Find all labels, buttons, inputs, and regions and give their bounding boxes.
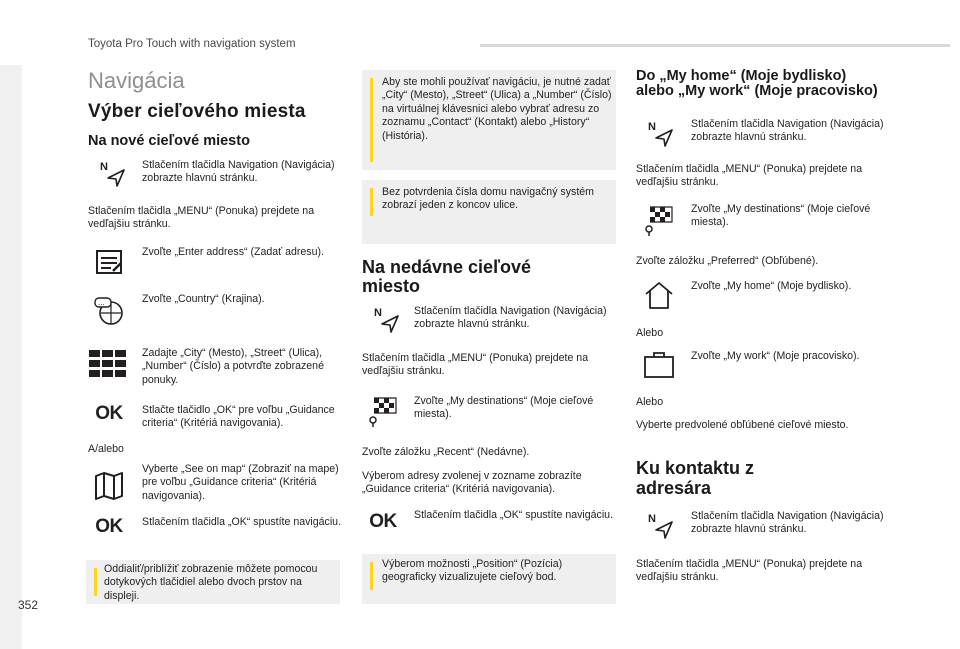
step-recent-tab: Zvoľte záložku „Recent“ (Nedávne). bbox=[362, 446, 530, 458]
or-label: Alebo bbox=[636, 396, 664, 408]
tip-box-house-number bbox=[362, 180, 616, 244]
ok-icon: OK bbox=[369, 511, 397, 532]
svg-text:N: N bbox=[648, 121, 656, 133]
tip-box-address bbox=[362, 70, 616, 170]
map-icon bbox=[92, 469, 126, 503]
or-label: A/alebo bbox=[88, 443, 124, 455]
tip-marker bbox=[370, 78, 373, 162]
navigation-icon bbox=[644, 508, 678, 542]
step-ok-guidance: Stlačte tlačidlo „OK“ pre voľbu „Guidance criteria“ (Kritériá navigovania). bbox=[142, 404, 335, 430]
heading-select-destination: Výber cieľového miesta bbox=[88, 101, 306, 122]
home-icon bbox=[642, 278, 676, 312]
tip-position-text: Výberom možnosti „Position“ (Pozícia) geograficky vizualizujete cieľový bod. bbox=[382, 558, 563, 584]
header-rule bbox=[480, 44, 950, 47]
heading-new-destination: Na nové cieľové miesto bbox=[88, 133, 250, 149]
step-preferred-tab: Zvoľte záložku „Preferred“ (Obľúbené). bbox=[636, 255, 819, 267]
page-number: 352 bbox=[18, 598, 39, 612]
step-navigation: Stlačením tlačidla Navigation (Navigácia) zobrazte hlavnú stránku. bbox=[691, 118, 884, 144]
heading-recent-destination-2: miesto bbox=[362, 276, 421, 296]
step-city-street-number: Zadajte „City“ (Mesto), „Street“ (Ulica), „Number“ (Číslo) a potvrďte zobrazené ponuky. bbox=[142, 347, 324, 386]
step-select-address: Výberom adresy zvolenej v zozname zobrazíte „Guidance criteria“ (Kritériá navigovania). bbox=[362, 470, 582, 496]
destinations-flag-icon bbox=[642, 203, 676, 237]
keyboard-icon bbox=[88, 347, 128, 381]
tip-address-text: Aby ste mohli používať navigáciu, je nutné zadať „City“ (Mesto), „Street“ (Ulica) a „Number“ (Číslo) na virtuálnej klávesnici alebo vybrať adresu zo zoznamu „Contact“ (Kontakt) alebo „History“ (História). bbox=[382, 76, 612, 142]
navigation-icon bbox=[370, 302, 404, 336]
step-menu: Stlačením tlačidla „MENU“ (Ponuka) prejdete na vedľajšiu stránku. bbox=[636, 558, 863, 584]
step-enter-address: Zvoľte „Enter address“ (Zadať adresu). bbox=[142, 246, 324, 258]
tip-box-zoom bbox=[86, 560, 340, 604]
tip-box-position bbox=[362, 554, 616, 604]
step-navigation: Stlačením tlačidla Navigation (Navigácia) zobrazte hlavnú stránku. bbox=[414, 305, 607, 331]
step-ok-start: Stlačením tlačidla „OK“ spustíte navigáciu. bbox=[142, 516, 342, 528]
destinations-flag-icon bbox=[366, 394, 400, 428]
tip-house-number-text: Bez potvrdenia čísla domu navigačný systém zobrazí jeden z koncov ulice. bbox=[382, 186, 594, 212]
tip-marker bbox=[370, 188, 373, 216]
step-my-home: Zvoľte „My home“ (Moje bydlisko). bbox=[691, 280, 852, 292]
heading-home-work: Do „My home“ (Moje bydlisko) alebo „My work“ (Moje pracovisko) bbox=[636, 68, 878, 99]
running-header: Toyota Pro Touch with navigation system bbox=[88, 38, 296, 50]
or-label: Alebo bbox=[636, 327, 664, 339]
section-title: Navigácia bbox=[88, 68, 185, 93]
step-country: Zvoľte „Country“ (Krajina). bbox=[142, 293, 265, 305]
step-menu: Stlačením tlačidla „MENU“ (Ponuka) prejdete na vedľajšiu stránku. bbox=[636, 163, 863, 189]
heading-contact: Ku kontaktu z adresára bbox=[636, 458, 755, 498]
work-briefcase-icon bbox=[642, 347, 676, 381]
step-my-work: Zvoľte „My work“ (Moje pracovisko). bbox=[691, 350, 860, 362]
step-my-destinations: Zvoľte „My destinations“ (Moje cieľové miesta). bbox=[691, 203, 871, 229]
step-menu: Stlačením tlačidla „MENU“ (Ponuka) prejdete na vedľajšiu stránku. bbox=[88, 205, 315, 231]
navigation-icon bbox=[644, 116, 678, 150]
tip-marker bbox=[94, 568, 97, 596]
step-menu: Stlačením tlačidla „MENU“ (Ponuka) prejdete na vedľajšiu stránku. bbox=[362, 352, 589, 378]
tip-zoom-text: Oddialiť/priblížiť zobrazenie môžete pomocou dotykových tlačidiel alebo dvoch prstov na displeji. bbox=[104, 563, 318, 602]
ok-icon: OK bbox=[95, 403, 123, 424]
enter-address-icon bbox=[92, 244, 126, 278]
page-margin-band bbox=[0, 65, 22, 649]
svg-text:N: N bbox=[100, 161, 108, 173]
country-icon bbox=[92, 294, 126, 328]
svg-text:...: ... bbox=[98, 298, 105, 307]
step-see-on-map: Vyberte „See on map“ (Zobraziť na mape) pre voľbu „Guidance criteria“ (Kritériá navigovania). bbox=[142, 463, 339, 502]
svg-text:N: N bbox=[648, 513, 656, 525]
step-navigation: Stlačením tlačidla Navigation (Navigácia) zobrazte hlavnú stránku. bbox=[691, 510, 884, 536]
step-ok-start: Stlačením tlačidla „OK“ spustíte navigáciu. bbox=[414, 509, 614, 521]
heading-recent-destination-1: Na nedávne cieľové bbox=[362, 257, 532, 277]
svg-text:N: N bbox=[374, 307, 382, 319]
step-navigation: Stlačením tlačidla Navigation (Navigácia) zobrazte hlavnú stránku. bbox=[142, 159, 335, 185]
step-preset-favourite: Vyberte predvolené obľúbené cieľové miesto. bbox=[636, 419, 849, 431]
tip-marker bbox=[370, 562, 373, 590]
navigation-icon bbox=[96, 156, 130, 190]
step-my-destinations: Zvoľte „My destinations“ (Moje cieľové miesta). bbox=[414, 395, 594, 421]
ok-icon: OK bbox=[95, 516, 123, 537]
